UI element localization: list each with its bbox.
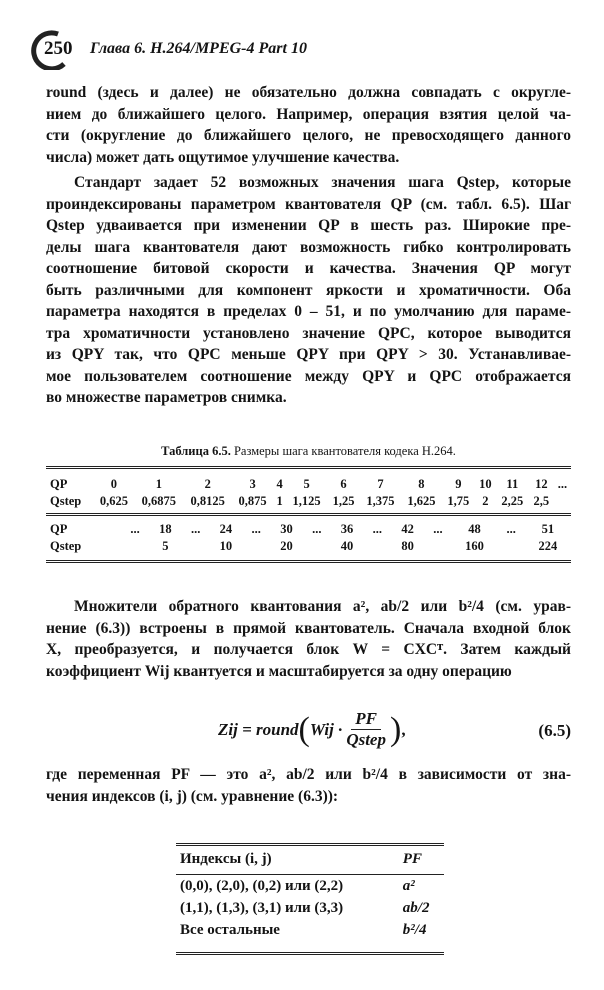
table-row	[46, 521, 571, 538]
table-cell: a²	[402, 877, 415, 894]
qstep-label: Qstep	[50, 494, 82, 508]
paragraph-4	[46, 764, 571, 807]
table-cell: 80	[401, 539, 414, 553]
qp-label: QP	[50, 522, 68, 536]
page-header	[28, 30, 588, 70]
header-cell: PF	[402, 850, 422, 867]
right-paren: )	[389, 710, 402, 748]
table-cell: 11	[506, 477, 519, 491]
table-cell: ab/2	[402, 899, 430, 916]
table-row	[176, 875, 444, 898]
index-table	[176, 848, 444, 941]
text-line: делы шага квантователя дают возможность гибко контролировать	[46, 238, 571, 256]
text-line: параметра находятся в пределах 0 – 51, и по умолчанию для параме-	[46, 303, 571, 320]
fraction-denominator: Qstep	[346, 730, 386, 749]
text-line: быть различными для компонент яркости и хроматичности. Оба	[46, 281, 571, 299]
qstep-table-block-2	[46, 521, 571, 555]
text-line: мое пользователем соотношение между QPY и QPC отображается	[46, 367, 571, 385]
table-cell	[498, 538, 525, 555]
table-cell: 2	[482, 494, 489, 508]
text-line: коэффициент Wij квантуется и масштабируется за одну операцию	[46, 662, 512, 680]
text-line: сти (округление до ближайшего целого, не превосходящего данного	[46, 127, 571, 144]
table-cell	[554, 493, 571, 510]
qp-label: QP	[50, 477, 68, 491]
table-cell: ...	[130, 522, 140, 536]
text-line: тра хроматичности установлено значение QPC, которое выводится	[46, 324, 571, 342]
table-cell: 30	[280, 522, 293, 536]
fraction-numerator: PF	[351, 709, 381, 730]
table-cell: 18	[159, 522, 172, 536]
table-caption-label: Таблица 6.5.	[161, 444, 231, 458]
equation-body	[218, 709, 406, 750]
table-cell: 40	[340, 539, 354, 553]
table-cell: (0,0), (2,0), (0,2) или (2,2)	[180, 877, 344, 894]
header-cell: Индексы (i, j)	[180, 850, 272, 867]
text-line: где переменная PF — это a², ab/2 или b²/4 в зависимости от зна-	[46, 766, 571, 783]
text-line: во множестве параметров снимка.	[46, 389, 287, 406]
table-cell: 224	[538, 539, 558, 553]
table-cell	[122, 538, 149, 555]
text-line: Qstep удваивается при изменении QP в шесть раз. Широкие пре-	[46, 217, 571, 234]
table-cell: 7	[377, 477, 384, 491]
table-cell: 1,25	[332, 494, 355, 508]
paragraph-2	[46, 172, 571, 409]
table-cell: 0,625	[99, 494, 128, 508]
table-cell: 6	[340, 477, 347, 491]
table-cell: 160	[465, 539, 484, 553]
table-row	[46, 493, 571, 510]
table-cell: 5	[162, 539, 169, 553]
table-cell: 5	[303, 477, 310, 491]
equation-w-term: Wij ·	[309, 719, 343, 739]
table-cell	[424, 538, 451, 555]
qstep-label: Qstep	[50, 539, 82, 553]
text-line: нение (6.3)) встроены в прямой квантователь. Сначала входной блок	[46, 619, 571, 637]
table-row	[46, 538, 571, 555]
table-row	[46, 476, 571, 493]
table-cell: 10	[219, 539, 233, 553]
table-cell: 51	[541, 522, 555, 536]
table-cell: 20	[280, 539, 293, 553]
table-cell: 4	[276, 477, 283, 491]
running-title: Глава 6. H.264/MPEG-4 Part 10	[90, 40, 307, 57]
text-line: Множители обратного квантования a², ab/2 или b²/4 (см. урав-	[74, 598, 571, 615]
table-cell	[364, 538, 391, 555]
equation-comma: ,	[401, 719, 406, 739]
table-cell: 1,125	[292, 494, 321, 508]
table-cell	[182, 538, 209, 555]
table-cell: 9	[455, 477, 462, 491]
table-header-row	[176, 848, 444, 870]
table-cell	[303, 538, 330, 555]
table-top-rule	[46, 466, 571, 469]
table-middle-rule	[46, 513, 571, 516]
table-cell: 0	[110, 477, 118, 491]
table-cell: Все остальные	[180, 921, 280, 938]
table-cell: ...	[433, 522, 443, 536]
text-line: числа) может дать ощутимое улучшение качества.	[46, 148, 400, 166]
table-cell: 42	[401, 522, 414, 536]
qstep-table-block-1	[46, 476, 571, 510]
index-table-bottom-rule	[176, 952, 444, 955]
table-caption-text: Размеры шага квантователя кодека H.264.	[233, 444, 456, 458]
table-cell: b²/4	[402, 921, 427, 938]
table-cell: ...	[372, 522, 383, 536]
table-cell: 1,375	[366, 494, 395, 508]
table-bottom-rule	[46, 560, 571, 563]
table-cell: (1,1), (1,3), (3,1) или (3,3)	[180, 899, 344, 916]
table-cell: 8	[418, 477, 425, 491]
table-cell: ...	[557, 477, 568, 491]
text-line: чения индексов (i, j) (см. уравнение (6.3)):	[46, 787, 339, 805]
text-line: нием до ближайшего целого. Например, операция взятия целой ча-	[46, 105, 571, 123]
text-line: round (здесь и далее) не обязательно должна совпадать с округле-	[46, 84, 571, 101]
text-line: из QPY так, что QPC меньше QPY при QPY > 30. Устанавливае-	[46, 346, 571, 363]
table-cell: 36	[340, 522, 354, 536]
text-line: соотношение битовой скорости и качества. Значения QP могут	[46, 260, 571, 277]
table-cell: ...	[312, 522, 322, 536]
paragraph-3	[46, 596, 571, 682]
page-number: 250	[44, 38, 73, 59]
table-caption	[46, 444, 571, 459]
paragraph-1	[46, 82, 571, 168]
table-row	[176, 919, 444, 941]
index-table-top-rule	[176, 843, 444, 846]
table-cell: 0,8125	[190, 494, 225, 508]
table-cell: 1	[276, 494, 283, 508]
table-cell: 2,25	[501, 494, 524, 508]
table-row	[176, 897, 444, 919]
table-cell: 0,875	[238, 494, 267, 508]
table-cell: 24	[219, 522, 233, 536]
table-cell: 3	[249, 477, 256, 491]
table-cell: 48	[468, 522, 481, 536]
table-cell: 10	[479, 477, 492, 491]
table-cell	[243, 538, 270, 555]
table-cell: ...	[190, 522, 201, 536]
equation-6-5	[46, 699, 571, 759]
table-cell: 12	[535, 477, 548, 491]
table-cell: 1,75	[447, 494, 470, 508]
text-line: X, преобразуется, и получается блок W = CXCᵀ. Затем каждый	[46, 641, 571, 658]
text-line: проиндексированы параметром квантователя QP (см. табл. 6.5). Шаг	[46, 195, 571, 213]
fraction	[346, 709, 386, 750]
table-cell: 1	[155, 477, 162, 491]
table-cell: ...	[251, 522, 261, 536]
table-cell: 0,6875	[141, 494, 176, 508]
table-cell: 1,625	[407, 494, 436, 508]
table-cell: 2,5	[533, 494, 550, 508]
left-paren: (	[298, 710, 310, 748]
table-cell: 2	[204, 477, 211, 491]
equation-lhs: Zij = round	[218, 719, 299, 739]
table-cell: ...	[506, 522, 516, 536]
text-line: Стандарт задает 52 возможных значения шага Qstep, которые	[74, 174, 571, 191]
equation-number: (6.5)	[538, 721, 571, 740]
